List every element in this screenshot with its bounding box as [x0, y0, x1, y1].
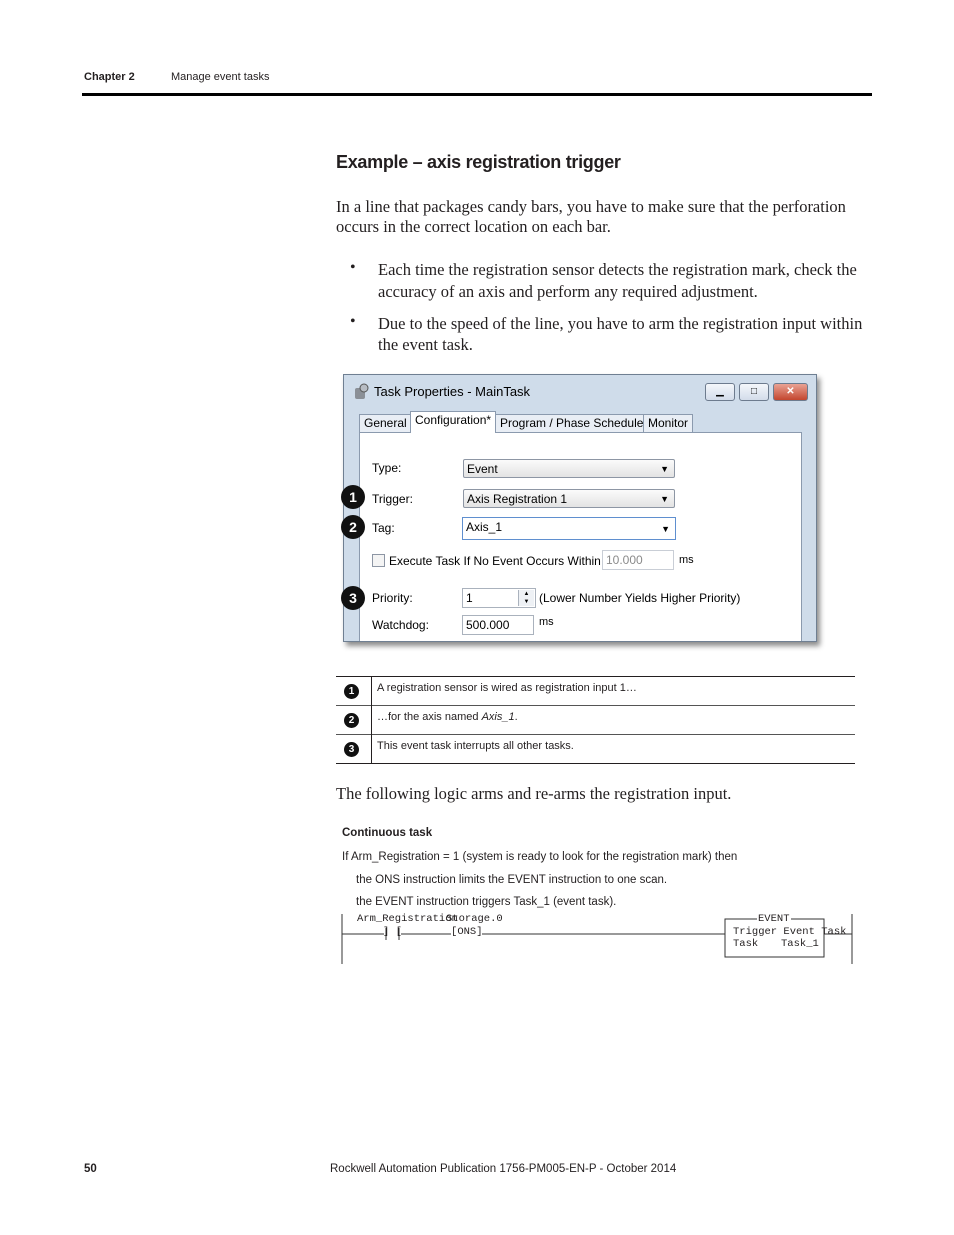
tab-general[interactable]: General [359, 414, 412, 432]
priority-label: Priority: [372, 591, 413, 605]
bullet-marker: • [350, 259, 356, 276]
type-select[interactable] [463, 459, 675, 478]
event-param-label: Task [733, 938, 759, 950]
page-number: 50 [84, 1163, 97, 1175]
event-param-value: Task_1 [781, 938, 819, 950]
chapter-label: Chapter 2 [84, 71, 135, 83]
bullet-1-line-1: Each time the registration sensor detects the registration mark, check the [378, 260, 857, 279]
tag-combo[interactable] [462, 517, 676, 540]
table-rule [336, 676, 855, 677]
configuration-panel [359, 432, 802, 642]
header-rule [82, 93, 872, 96]
type-label: Type: [372, 461, 402, 475]
execute-unit: ms [679, 554, 694, 566]
table-rule [336, 705, 855, 706]
event-description: Trigger Event Task [733, 926, 847, 938]
tag-label: Tag: [372, 521, 395, 535]
watchdog-label: Watchdog: [372, 618, 429, 632]
legend-text-3: This event task interrupts all other tasks. [377, 740, 574, 752]
chevron-down-icon: ▼ [660, 464, 669, 474]
tab-configuration[interactable]: Configuration* [410, 411, 496, 433]
spinner-arrows-icon[interactable]: ▲ ▼ [518, 590, 534, 606]
priority-value: 1 [466, 591, 473, 605]
priority-note: (Lower Number Yields Higher Priority) [539, 591, 741, 605]
legend-number-3: 3 [344, 742, 359, 757]
table-rule [336, 763, 855, 764]
trigger-value: Axis Registration 1 [467, 492, 568, 506]
continuous-line-3: the EVENT instruction triggers Task_1 (event task). [356, 896, 617, 908]
legend-text-2: …for the axis named Axis_1. [377, 711, 518, 723]
bullet-marker: • [350, 313, 356, 330]
close-button[interactable]: ✕ [773, 383, 808, 401]
execute-label: Execute Task If No Event Occurs Within [389, 554, 601, 568]
maximize-button[interactable]: □ [739, 383, 769, 401]
table-rule [336, 734, 855, 735]
contact-tag: Arm_Registration [357, 913, 458, 925]
continuous-line-2: the ONS instruction limits the EVENT instruction to one scan. [356, 874, 668, 886]
legend-number-2: 2 [344, 713, 359, 728]
chevron-down-icon: ▼ [660, 494, 669, 504]
bullet-2-line-1: Due to the speed of the line, you have to arm the registration input within [378, 314, 863, 333]
task-properties-icon [353, 383, 369, 401]
minimize-button[interactable]: ▁ [705, 383, 735, 401]
legend-number-1: 1 [344, 684, 359, 699]
tab-program-phase-schedule[interactable]: Program / Phase Schedule [495, 414, 648, 432]
callout-3: 3 [341, 586, 365, 610]
continuous-line-1: If Arm_Registration = 1 (system is ready to look for the registration mark) then [342, 851, 738, 863]
callout-1: 1 [341, 485, 365, 509]
section-title: Manage event tasks [171, 71, 270, 83]
trigger-select[interactable] [463, 489, 675, 508]
ons-label: [ONS] [451, 926, 483, 938]
bullet-2-line-2: the event task. [378, 335, 473, 354]
type-value: Event [467, 462, 498, 476]
task-properties-dialog [343, 374, 817, 642]
contact-symbol: ] [ [383, 926, 402, 938]
watchdog-unit: ms [539, 616, 554, 628]
intro-line-2: occurs in the correct location on each bar. [336, 217, 611, 236]
logic-intro: The following logic arms and re-arms the registration input. [336, 784, 732, 803]
event-title: EVENT [758, 913, 790, 925]
continuous-heading: Continuous task [342, 827, 433, 839]
tag-value: Axis_1 [466, 520, 503, 534]
ons-tag: Storage.0 [446, 913, 503, 925]
callout-2: 2 [341, 515, 365, 539]
bullet-1-line-2: accuracy of an axis and perform any required adjustment. [378, 282, 758, 301]
trigger-label: Trigger: [372, 492, 413, 506]
watchdog-input[interactable]: 500.000 [462, 615, 534, 635]
legend-text-1: A registration sensor is wired as registration input 1… [377, 682, 637, 694]
dialog-title: Task Properties - MainTask [374, 384, 531, 399]
section-heading: Example – axis registration trigger [336, 152, 621, 172]
intro-line-1: In a line that packages candy bars, you have to make sure that the perforation [336, 197, 846, 216]
execute-checkbox[interactable] [372, 554, 385, 567]
chevron-down-icon: ▼ [661, 524, 670, 534]
table-divider [371, 676, 372, 763]
publication-info: Rockwell Automation Publication 1756-PM005-EN-P - October 2014 [330, 1163, 677, 1175]
execute-timeout-input[interactable]: 10.000 [602, 550, 674, 570]
tab-monitor[interactable]: Monitor [643, 414, 693, 432]
priority-spinner[interactable] [462, 588, 536, 608]
